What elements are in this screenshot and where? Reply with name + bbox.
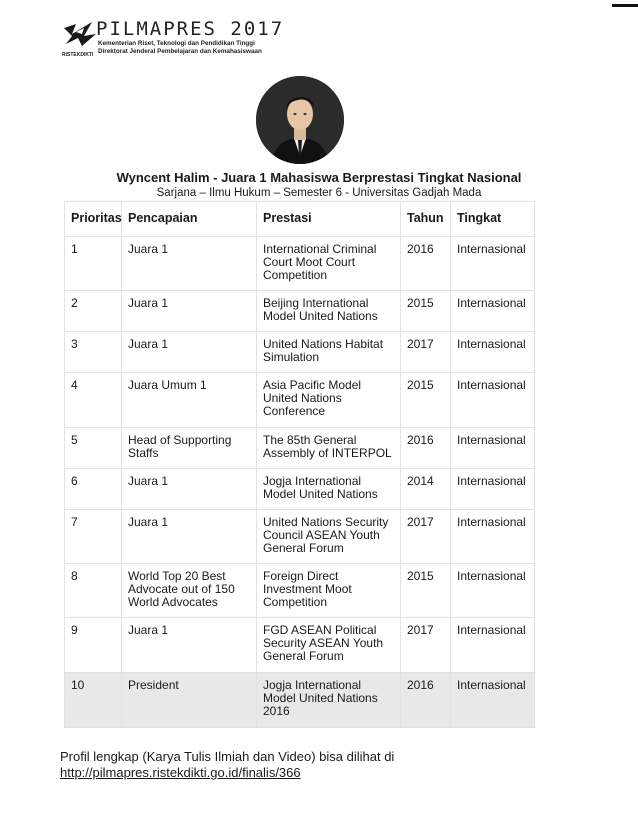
cell-prestasi: Asia Pacific Model United Nations Conference bbox=[257, 373, 401, 428]
logo-title: PILMAPRES 2017 bbox=[96, 18, 285, 40]
org-line-1: Kementerian Riset, Teknologi dan Pendidikan Tinggi bbox=[98, 40, 255, 47]
cell-prioritas: 7 bbox=[65, 510, 122, 564]
cell-prestasi: International Criminal Court Moot Court Competition bbox=[257, 237, 401, 291]
cell-tahun: 2017 bbox=[401, 618, 451, 673]
table-row bbox=[65, 618, 535, 673]
cell-pencapaian: President bbox=[122, 673, 257, 728]
cell-tahun: 2015 bbox=[401, 373, 451, 428]
cell-prestasi: Jogja International Model United Nations 2016 bbox=[257, 673, 401, 728]
pilmapres-logo bbox=[62, 18, 302, 62]
header-prioritas: Prioritas bbox=[65, 202, 122, 237]
table-row bbox=[65, 237, 535, 291]
cell-prioritas: 1 bbox=[65, 237, 122, 291]
profile-photo bbox=[256, 76, 344, 164]
table-row bbox=[65, 673, 535, 728]
cell-pencapaian: Juara 1 bbox=[122, 510, 257, 564]
table-row bbox=[65, 564, 535, 618]
cell-prestasi: Jogja International Model United Nations bbox=[257, 469, 401, 510]
cell-tahun: 2016 bbox=[401, 673, 451, 728]
cell-tahun: 2016 bbox=[401, 428, 451, 469]
header-tingkat: Tingkat bbox=[451, 202, 535, 237]
cell-pencapaian: Juara Umum 1 bbox=[122, 373, 257, 428]
cell-tingkat: Internasional bbox=[451, 373, 535, 428]
cell-pencapaian: Juara 1 bbox=[122, 618, 257, 673]
header-prestasi: Prestasi bbox=[257, 202, 401, 237]
cell-tingkat: Internasional bbox=[451, 332, 535, 373]
cell-prestasi: Beijing International Model United Nations bbox=[257, 291, 401, 332]
cell-prestasi: FGD ASEAN Political Security ASEAN Youth General Forum bbox=[257, 618, 401, 673]
cell-prioritas: 2 bbox=[65, 291, 122, 332]
portrait-image bbox=[256, 76, 344, 164]
profile-name-title: Wyncent Halim - Juara 1 Mahasiswa Berprestasi Tingkat Nasional bbox=[116, 170, 522, 185]
table-row bbox=[65, 332, 535, 373]
header-tahun: Tahun bbox=[401, 202, 451, 237]
table-row bbox=[65, 510, 535, 564]
cell-prioritas: 9 bbox=[65, 618, 122, 673]
logo-small-text: RISTEKDIKTI bbox=[62, 52, 94, 58]
cell-tahun: 2017 bbox=[401, 332, 451, 373]
cell-prestasi: Foreign Direct Investment Moot Competition bbox=[257, 564, 401, 618]
cell-prioritas: 5 bbox=[65, 428, 122, 469]
cell-tahun: 2015 bbox=[401, 291, 451, 332]
cell-tingkat: Internasional bbox=[451, 618, 535, 673]
cell-tahun: 2017 bbox=[401, 510, 451, 564]
cell-prestasi: The 85th General Assembly of INTERPOL bbox=[257, 428, 401, 469]
achievement-table bbox=[64, 201, 535, 728]
footer-note bbox=[60, 749, 394, 781]
cell-pencapaian: Juara 1 bbox=[122, 237, 257, 291]
cell-tahun: 2014 bbox=[401, 469, 451, 510]
table-row bbox=[65, 469, 535, 510]
profile-link[interactable]: http://pilmapres.ristekdikti.go.id/finalis/366 bbox=[60, 765, 301, 780]
cell-tingkat: Internasional bbox=[451, 291, 535, 332]
cell-pencapaian: Head of Supporting Staffs bbox=[122, 428, 257, 469]
cell-prestasi: United Nations Habitat Simulation bbox=[257, 332, 401, 373]
table-row bbox=[65, 373, 535, 428]
cell-prioritas: 8 bbox=[65, 564, 122, 618]
cell-tahun: 2016 bbox=[401, 237, 451, 291]
cell-tingkat: Internasional bbox=[451, 237, 535, 291]
cell-pencapaian: World Top 20 Best Advocate out of 150 World Advocates bbox=[122, 564, 257, 618]
scan-edge-mark bbox=[612, 4, 638, 7]
cell-tingkat: Internasional bbox=[451, 510, 535, 564]
profile-subtitle: Sarjana – Ilmu Hukum – Semester 6 - Universitas Gadjah Mada bbox=[156, 187, 482, 199]
cell-tingkat: Internasional bbox=[451, 428, 535, 469]
cell-tingkat: Internasional bbox=[451, 673, 535, 728]
ristekdikti-emblem-icon bbox=[62, 20, 98, 50]
cell-prioritas: 10 bbox=[65, 673, 122, 728]
footer-text: Profil lengkap (Karya Tulis Ilmiah dan Video) bisa dilihat di bbox=[60, 749, 395, 764]
org-line-2: Direktorat Jenderal Pembelajaran dan Kemahasiswaan bbox=[98, 48, 262, 55]
cell-pencapaian: Juara 1 bbox=[122, 332, 257, 373]
cell-pencapaian: Juara 1 bbox=[122, 469, 257, 510]
cell-prioritas: 3 bbox=[65, 332, 122, 373]
cell-prioritas: 4 bbox=[65, 373, 122, 428]
cell-prestasi: United Nations Security Council ASEAN Youth General Forum bbox=[257, 510, 401, 564]
table-header-row bbox=[65, 202, 535, 237]
cell-pencapaian: Juara 1 bbox=[122, 291, 257, 332]
cell-tingkat: Internasional bbox=[451, 469, 535, 510]
cell-tingkat: Internasional bbox=[451, 564, 535, 618]
header-pencapaian: Pencapaian bbox=[122, 202, 257, 237]
table-row bbox=[65, 291, 535, 332]
table-row bbox=[65, 428, 535, 469]
cell-prioritas: 6 bbox=[65, 469, 122, 510]
cell-tahun: 2015 bbox=[401, 564, 451, 618]
